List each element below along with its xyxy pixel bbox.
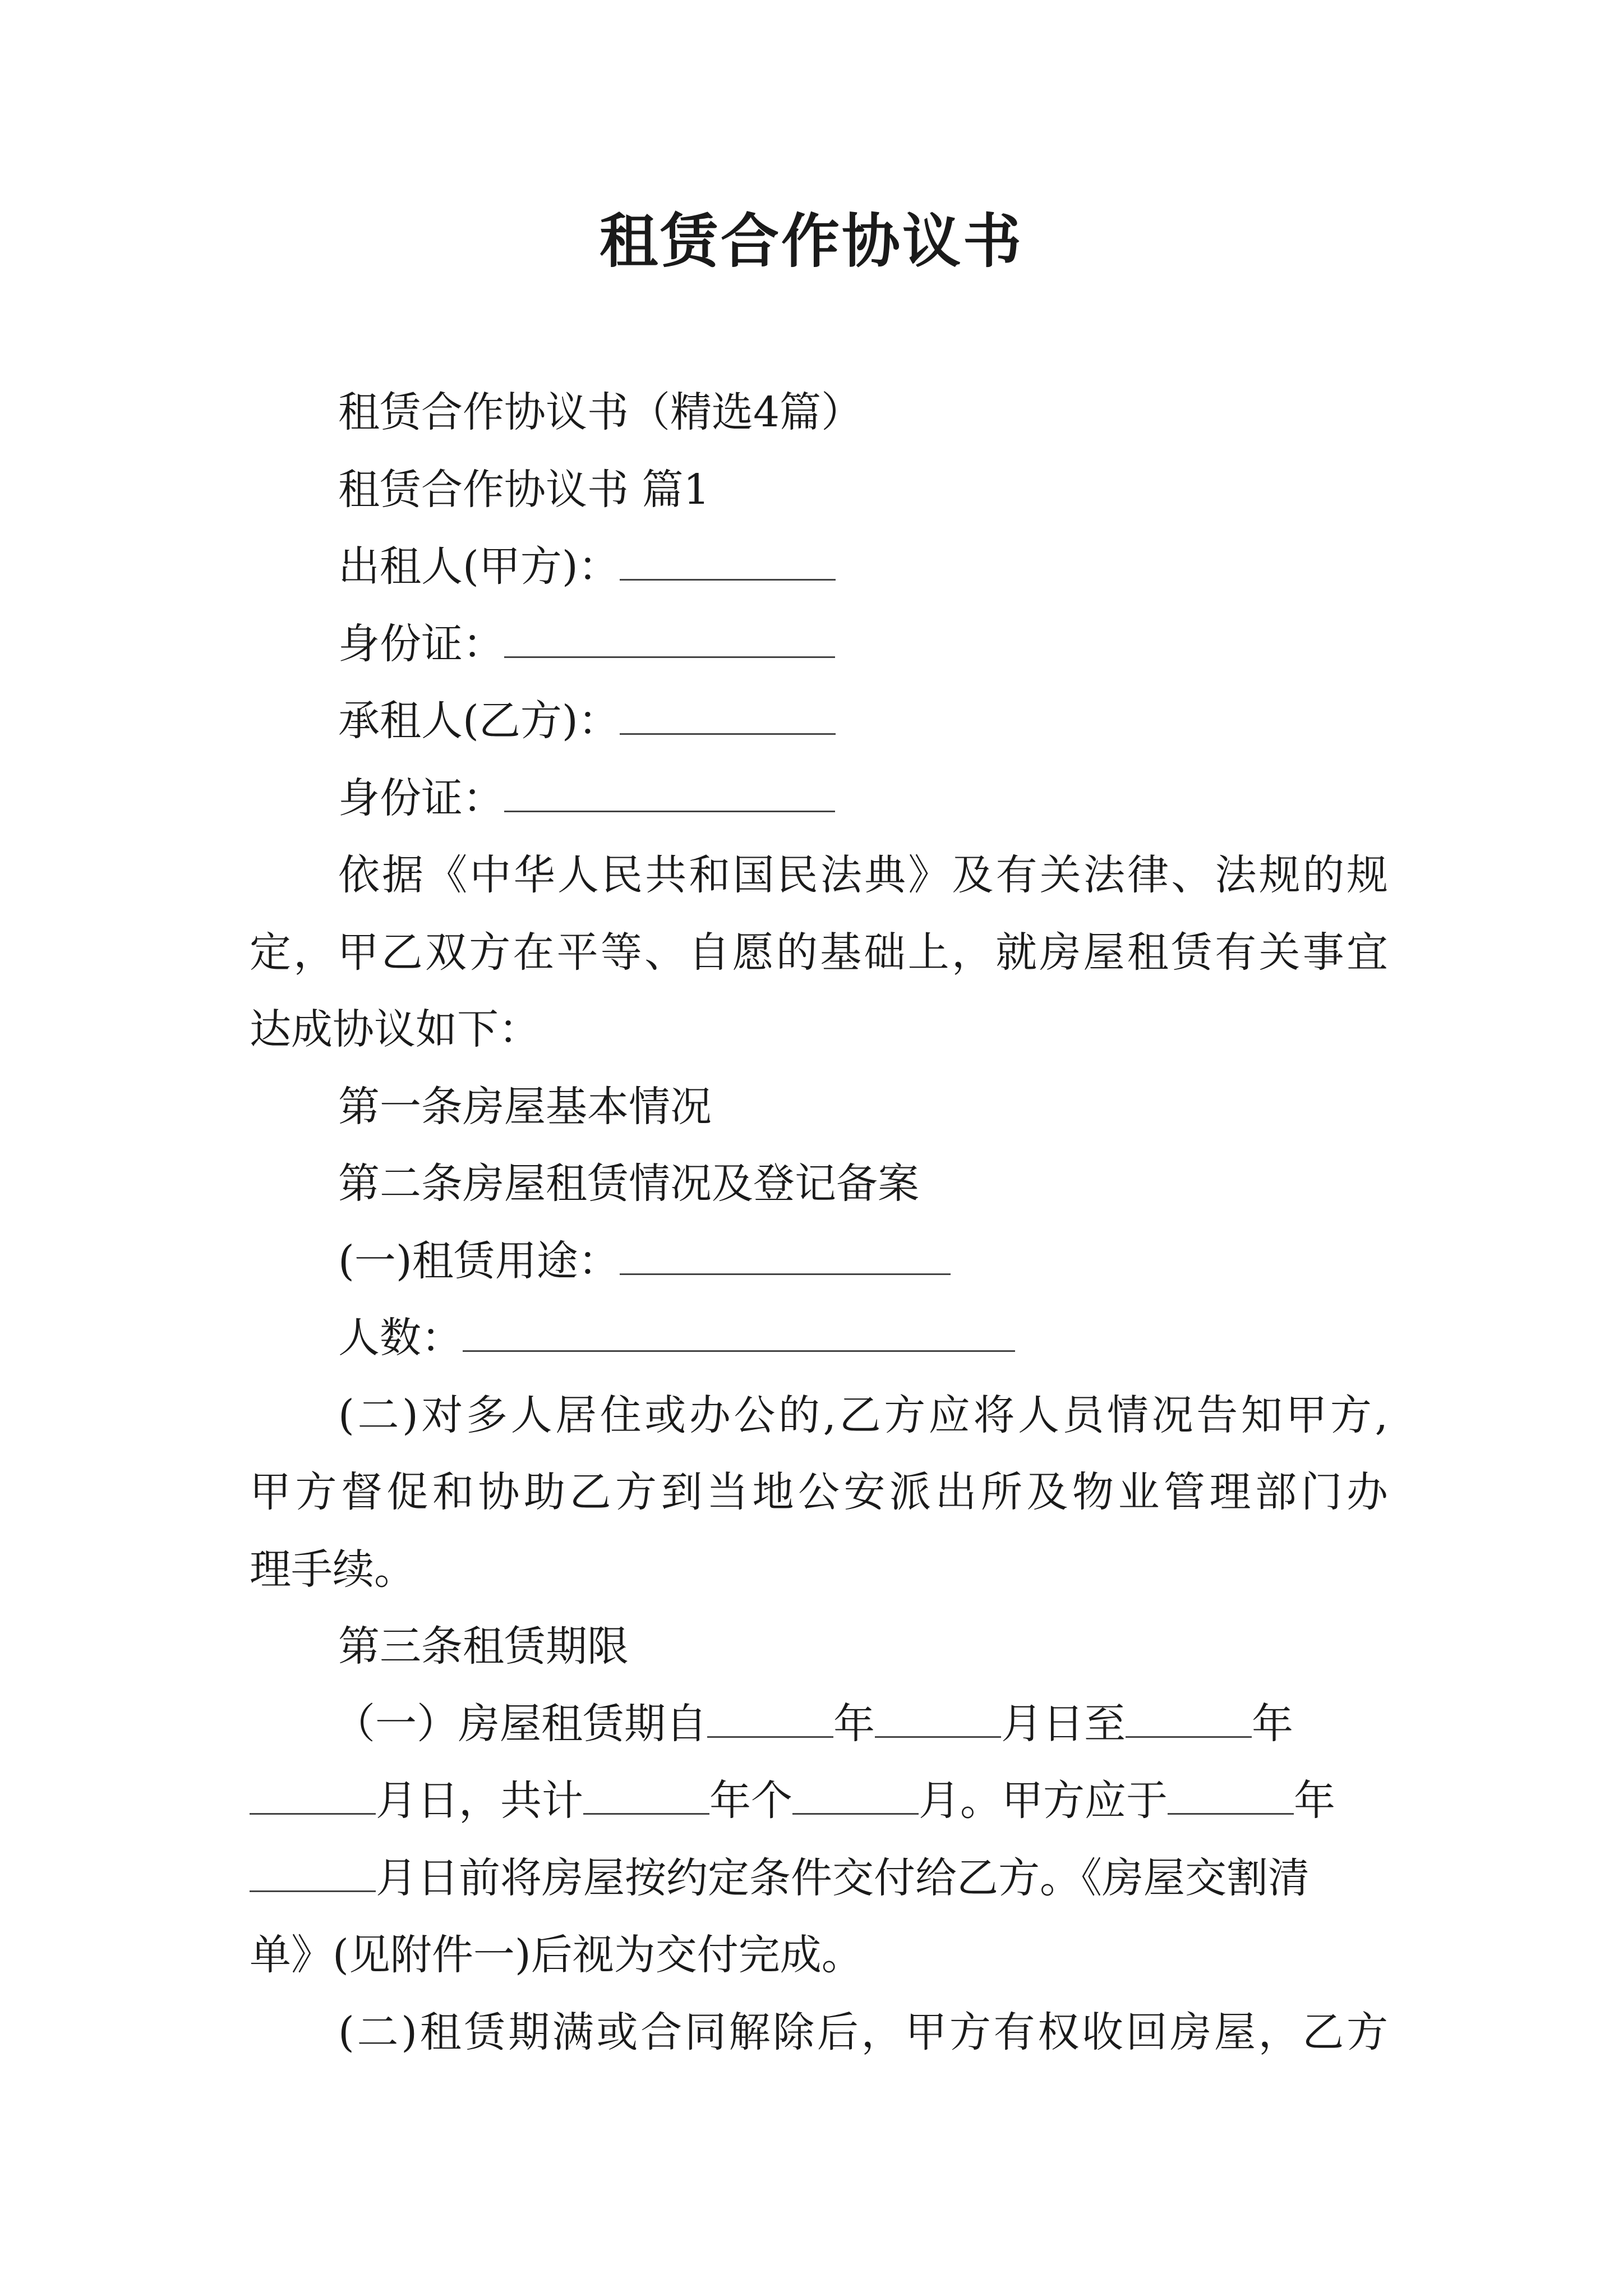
term-delivery-month-blank	[250, 1857, 376, 1892]
lessor-id-label: 身份证：	[338, 620, 504, 668]
term-month-end-blank	[250, 1779, 376, 1815]
term-line-2-a: 月日，共计	[376, 1777, 583, 1825]
intro-line-1: 依据《中华人民共和国民法典》及有关法律、法规的规	[338, 851, 1388, 899]
article-1-heading: 第一条房屋基本情况	[338, 1083, 712, 1131]
term-line-1-d: 年	[1252, 1700, 1293, 1748]
term-line-1	[250, 1693, 1388, 1755]
clause-3-2-line-1: (二)租赁期满或合同解除后，甲方有权收回房屋，乙方	[338, 2008, 1388, 2056]
lessee-field	[250, 690, 1388, 752]
clause-2-2-line-3: 理手续。	[250, 1545, 416, 1594]
lessor-label: 出租人(甲方)：	[338, 542, 620, 591]
term-line-1-b: 年	[833, 1700, 875, 1748]
lessor-field	[250, 536, 1388, 597]
document-title: 租赁合作协议书	[599, 206, 1023, 275]
lessor-id-field	[250, 613, 1388, 675]
term-line-2-d: 年	[1294, 1777, 1335, 1825]
section-heading: 租赁合作协议书 篇1	[338, 466, 710, 514]
clause-2-2-line-2: 甲方督促和协助乙方到当地公安派出所及物业管理部门办	[250, 1468, 1388, 1516]
term-line-1-c: 月日至	[1001, 1700, 1126, 1748]
lessee-id-label: 身份证：	[338, 774, 504, 822]
people-field	[250, 1307, 1388, 1369]
term-line-4: 单》(见附件一)后视为交付完成。	[250, 1931, 863, 1979]
term-year-start-blank	[707, 1703, 833, 1738]
purpose-blank	[620, 1240, 951, 1275]
intro-line-2: 定，甲乙双方在平等、自愿的基础上，就房屋租赁有关事宜	[250, 928, 1388, 977]
term-delivery-year-blank	[1168, 1779, 1294, 1815]
lessee-blank	[620, 700, 836, 735]
purpose-field	[250, 1230, 1388, 1292]
term-line-3-a: 月日前将房屋按约定条件交付给乙方。《房屋交割清	[376, 1854, 1310, 1902]
term-line-2-c: 月。甲方应于	[919, 1777, 1168, 1825]
term-line-1-a: （一）房屋租赁期自	[334, 1700, 707, 1748]
article-3-heading: 第三条租赁期限	[338, 1622, 629, 1671]
term-month-start-blank	[875, 1703, 1001, 1738]
lessee-label: 承租人(乙方)：	[338, 697, 620, 745]
subtitle: 租赁合作协议书（精选4篇）	[338, 388, 863, 436]
lessee-id-field	[250, 767, 1388, 829]
term-line-3	[250, 1847, 1388, 1909]
article-2-heading: 第二条房屋租赁情况及登记备案	[338, 1159, 919, 1208]
purpose-label: (一)租赁用途：	[338, 1237, 620, 1285]
intro-line-3: 达成协议如下：	[250, 1005, 540, 1053]
lessee-id-blank	[504, 777, 835, 812]
term-line-2	[250, 1770, 1388, 1832]
term-year-end-blank	[1126, 1703, 1252, 1738]
people-label: 人数：	[338, 1314, 463, 1362]
clause-2-2-line-1: (二)对多人居住或办公的,乙方应将人员情况告知甲方,	[338, 1391, 1388, 1439]
term-total-year-blank	[583, 1779, 709, 1815]
lessor-blank	[620, 545, 836, 581]
term-total-month-blank	[792, 1779, 919, 1815]
lessor-id-blank	[504, 623, 835, 658]
term-line-2-b: 年个	[709, 1777, 792, 1825]
people-blank	[463, 1317, 1015, 1352]
